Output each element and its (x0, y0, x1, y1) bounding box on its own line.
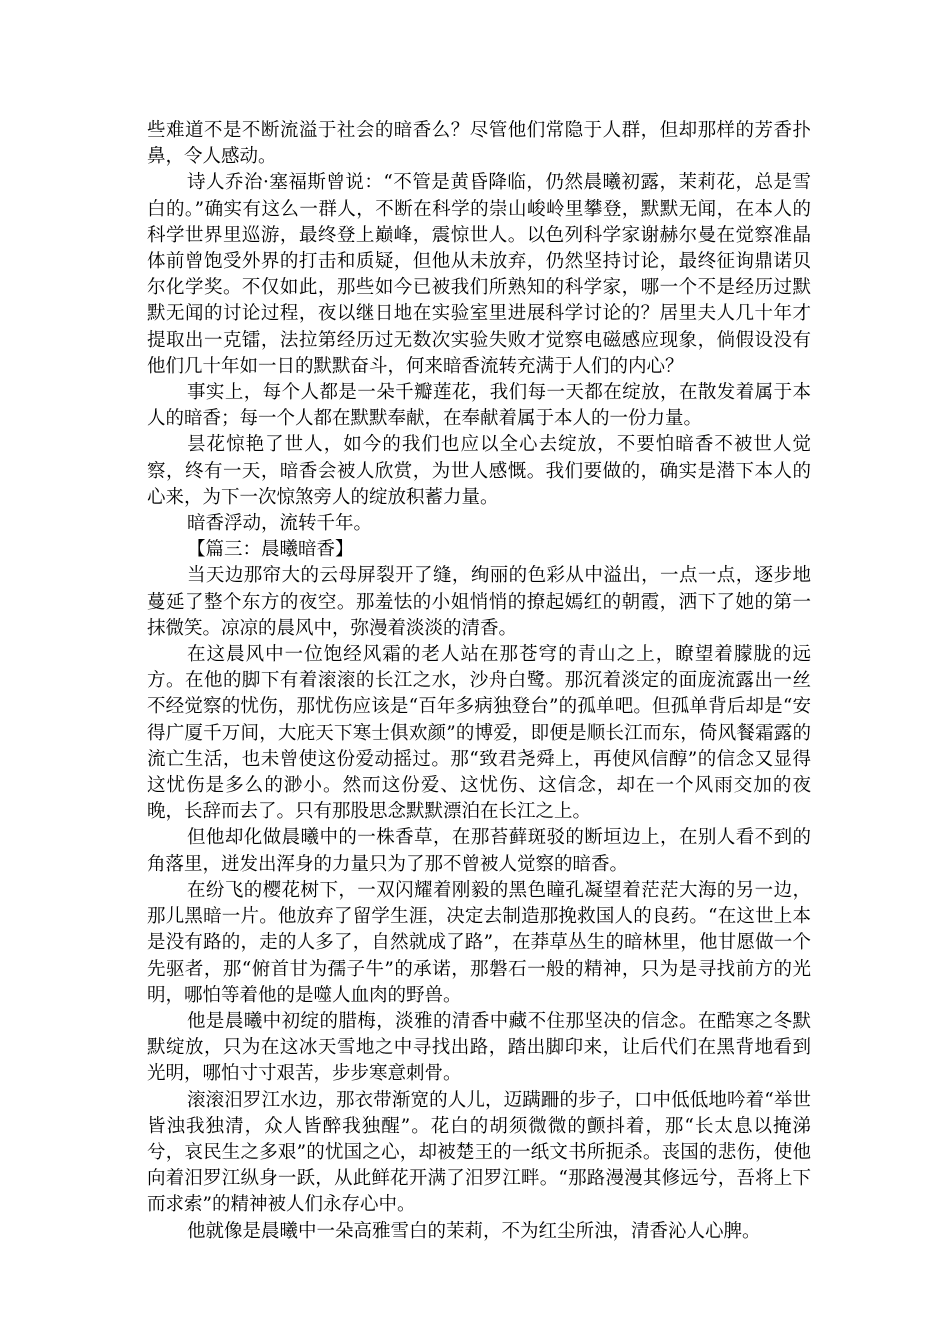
paragraph: 他是晨曦中初绽的腊梅，淡雅的清香中藏不住那坚决的信念。在酷寒之冬默默绽放，只为在这冰天雪地之中寻找出路，踏出脚印来，让后代们在黑背地看到光明，哪怕寸寸艰苦，步步寒意刺骨。 (147, 1010, 811, 1085)
paragraph: 滚滚汨罗江水边，那衣带渐宽的人儿，迈蹒跚的步子，口中低低地吟着“举世皆浊我独清，众人皆醉我独醒”。花白的胡须微微的颤抖着，那“长太息以掩涕兮，哀民生之多艰”的忧国之心，却被楚王的一纸文书所扼杀。丧国的悲伤，使他向着汨罗江纵身一跃，从此鲜花开满了汨罗江畔。“那路漫漫其修远兮，吾将上下而求索”的精神被人们永存心中。 (147, 1089, 811, 1216)
paragraph: 但他却化做晨曦中的一株香草，在那苔藓斑驳的断垣边上，在别人看不到的角落里，迸发出浑身的力量只为了那不曾被人觉察的暗香。 (147, 827, 811, 875)
paragraph: 暗香浮动，流转千年。 (187, 513, 373, 535)
paragraph: 昙花惊艳了世人，如今的我们也应以全心去绽放，不要怕暗香不被世人觉察，终有一天，暗香会被人欣赏，为世人感慨。我们要做的，确实是潜下本人的心来，为下一次惊煞旁人的绽放积蓄力量。 (147, 434, 811, 508)
document-body (147, 118, 811, 1245)
paragraph: 诗人乔治·塞福斯曾说：“不管是黄昏降临，仍然晨曦初露，茉莉花，总是雪白的。”确实有这么一群人，不断在科学的崇山峻岭里攀登，默默无闻，在本人的科学世界里巡游，最终登上巅峰，震惊世人。以色列科学家谢赫尔曼在觉察准晶体前曾饱受外界的打击和质疑，但他从未放弃，仍然坚持讨论，最终征询鼎诺贝尔化学奖。不仅如此，那些如今已被我们所熟知的科学家，哪一个不是经历过默默无闻的讨论过程，夜以继日地在实验室里进展科学讨论的？居里夫人几十年才提取出一克镭，法拉第经历过无数次实验失败才觉察电磁感应现象，倘假设没有他们几十年如一日的默默奋斗，何来暗香流转充满于人们的内心？ (147, 172, 811, 377)
paragraph: 他就像是晨曦中一朵高雅雪白的茉莉，不为红尘所浊，清香沁人心脾。 (187, 1220, 761, 1242)
paragraph: 当天边那帘大的云母屏裂开了缝，绚丽的色彩从中溢出，一点一点，逐步地蔓延了整个东方的夜空。那羞怯的小姐悄悄的撩起嫣红的朝霞，洒下了她的第一抹微笑。凉凉的晨风中，弥漫着淡淡的清香。 (147, 565, 811, 639)
paragraph: 在这晨风中一位饱经风霜的老人站在那苍穹的青山之上，瞭望着朦胧的远方。在他的脚下有着滚滚的长江之水，沙舟白鹭。那沉着淡定的面庞流露出一丝不经觉察的忧伤，那忧伤应该是“百年多病独登台”的孤单吧。但孤单背后却是“安得广厦千万间，大庇天下寒士俱欢颜”的博爱，即便是顺长江而东，倚风餐霜露的流亡生活，也未曾使这份爱动摇过。那“致君尧舜上，再使风信醇”的信念又显得这忧伤是多么的渺小。然而这份爱、这忧伤、这信念，却在一个风雨交加的夜晚，长辞而去了。只有那股思念默默漂泊在长江之上。 (147, 644, 811, 823)
section-heading: 【篇三：晨曦暗香】 (187, 539, 354, 561)
paragraph: 事实上，每个人都是一朵千瓣莲花，我们每一天都在绽放，在散发着属于本人的暗香；每一个人都在默默奉献，在奉献着属于本人的一份力量。 (147, 382, 811, 430)
paragraph: 些难道不是不断流溢于社会的暗香么？尽管他们常隐于人群，但却那样的芳香扑鼻，令人感动。 (147, 120, 811, 168)
paragraph: 在纷飞的樱花树下，一双闪耀着刚毅的黑色瞳孔凝望着茫茫大海的另一边，那儿黑暗一片。他放弃了留学生涯，决定去制造那挽救国人的良药。“在这世上本是没有路的，走的人多了，自然就成了路”，在莽草丛生的暗林里，他甘愿做一个先驱者，那“俯首甘为孺子牛”的承诺，那磐石一般的精神，只为是寻找前方的光明，哪怕等着他的是噬人血肉的野兽。 (147, 879, 811, 1006)
